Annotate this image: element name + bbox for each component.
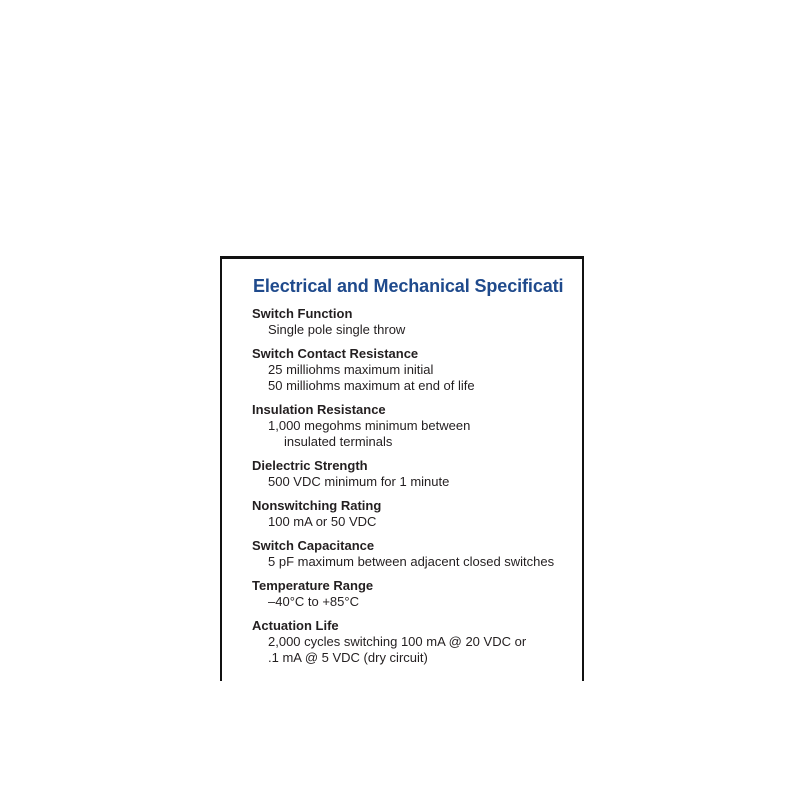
spec-actuation-life [252,618,584,666]
spec-heading: Actuation Life [252,618,339,633]
spec-value: 25 milliohms maximum initial [268,362,434,377]
spec-insulation-resistance [252,402,584,450]
spec-value: –40°C to +85°C [268,594,359,609]
spec-value: insulated terminals [284,434,393,449]
specifications-panel [220,256,584,681]
spec-heading: Switch Contact Resistance [252,346,419,361]
spec-temperature-range [252,578,584,610]
spec-heading: Insulation Resistance [252,402,386,417]
spec-switch-contact-resistance [252,346,584,394]
spec-heading: Temperature Range [252,578,374,593]
spec-value: 100 mA or 50 VDC [268,514,377,529]
spec-list [252,306,584,674]
spec-heading: Switch Function [252,306,353,321]
spec-value: 1,000 megohms minimum between [268,418,471,433]
spec-dielectric-strength [252,458,584,490]
page-title: Electrical and Mechanical Specificati [253,276,564,296]
spec-switch-capacitance [252,538,584,570]
spec-nonswitching-rating [252,498,584,530]
spec-heading: Nonswitching Rating [252,498,382,513]
spec-heading: Switch Capacitance [252,538,375,553]
spec-value: 2,000 cycles switching 100 mA @ 20 VDC or [268,634,527,649]
spec-value: 50 milliohms maximum at end of life [268,378,475,393]
spec-heading: Dielectric Strength [252,458,368,473]
spec-switch-function [252,306,584,338]
spec-value: 5 pF maximum between adjacent closed switches [268,554,555,569]
spec-value: Single pole single throw [268,322,406,337]
spec-value: 500 VDC minimum for 1 minute [268,474,450,489]
spec-value: .1 mA @ 5 VDC (dry circuit) [268,650,428,665]
